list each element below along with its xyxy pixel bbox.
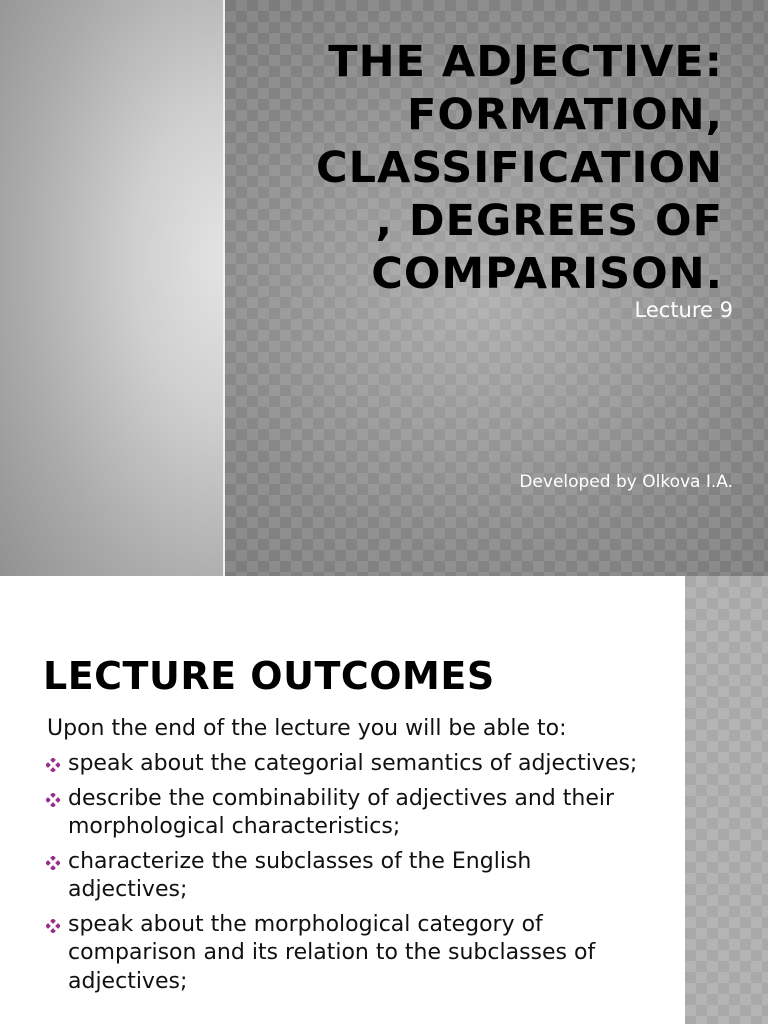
outcomes-slide [0, 576, 768, 1024]
title-line: COMPARISON. [371, 249, 723, 299]
list-item-text: speak about the morphological category of comparison and its relation to the subclasses of adjectives; [68, 911, 596, 994]
lecture-subtitle: Lecture 9 [634, 298, 733, 322]
list-item [46, 911, 656, 997]
diamond-bullet-icon [46, 758, 60, 772]
list-item-text: describe the combinability of adjectives and their morphological characteristics; [68, 785, 615, 839]
list-item-text: characterize the subclasses of the English adjectives; [68, 848, 532, 902]
outcomes-heading: LECTURE OUTCOMES [43, 654, 495, 698]
author-credit: Developed by Olkova I.A. [519, 472, 733, 492]
title-line: , DEGREES OF [375, 196, 723, 246]
list-item [46, 848, 656, 905]
list-item [46, 750, 656, 779]
title-line: FORMATION, [407, 90, 723, 140]
gradient-side-panel [0, 0, 223, 576]
diamond-bullet-icon [46, 919, 60, 933]
title-line: THE ADJECTIVE: [328, 37, 723, 87]
list-item [46, 785, 656, 842]
diamond-bullet-icon [46, 793, 60, 807]
presentation-title [283, 36, 723, 301]
outcomes-list [46, 750, 656, 1002]
patterned-side-strip [685, 576, 768, 1024]
title-line: CLASSIFICATION [316, 143, 723, 193]
outcomes-intro: Upon the end of the lecture you will be able to: [47, 716, 567, 741]
list-item-text: speak about the categorial semantics of adjectives; [68, 751, 638, 776]
diamond-bullet-icon [46, 856, 60, 870]
